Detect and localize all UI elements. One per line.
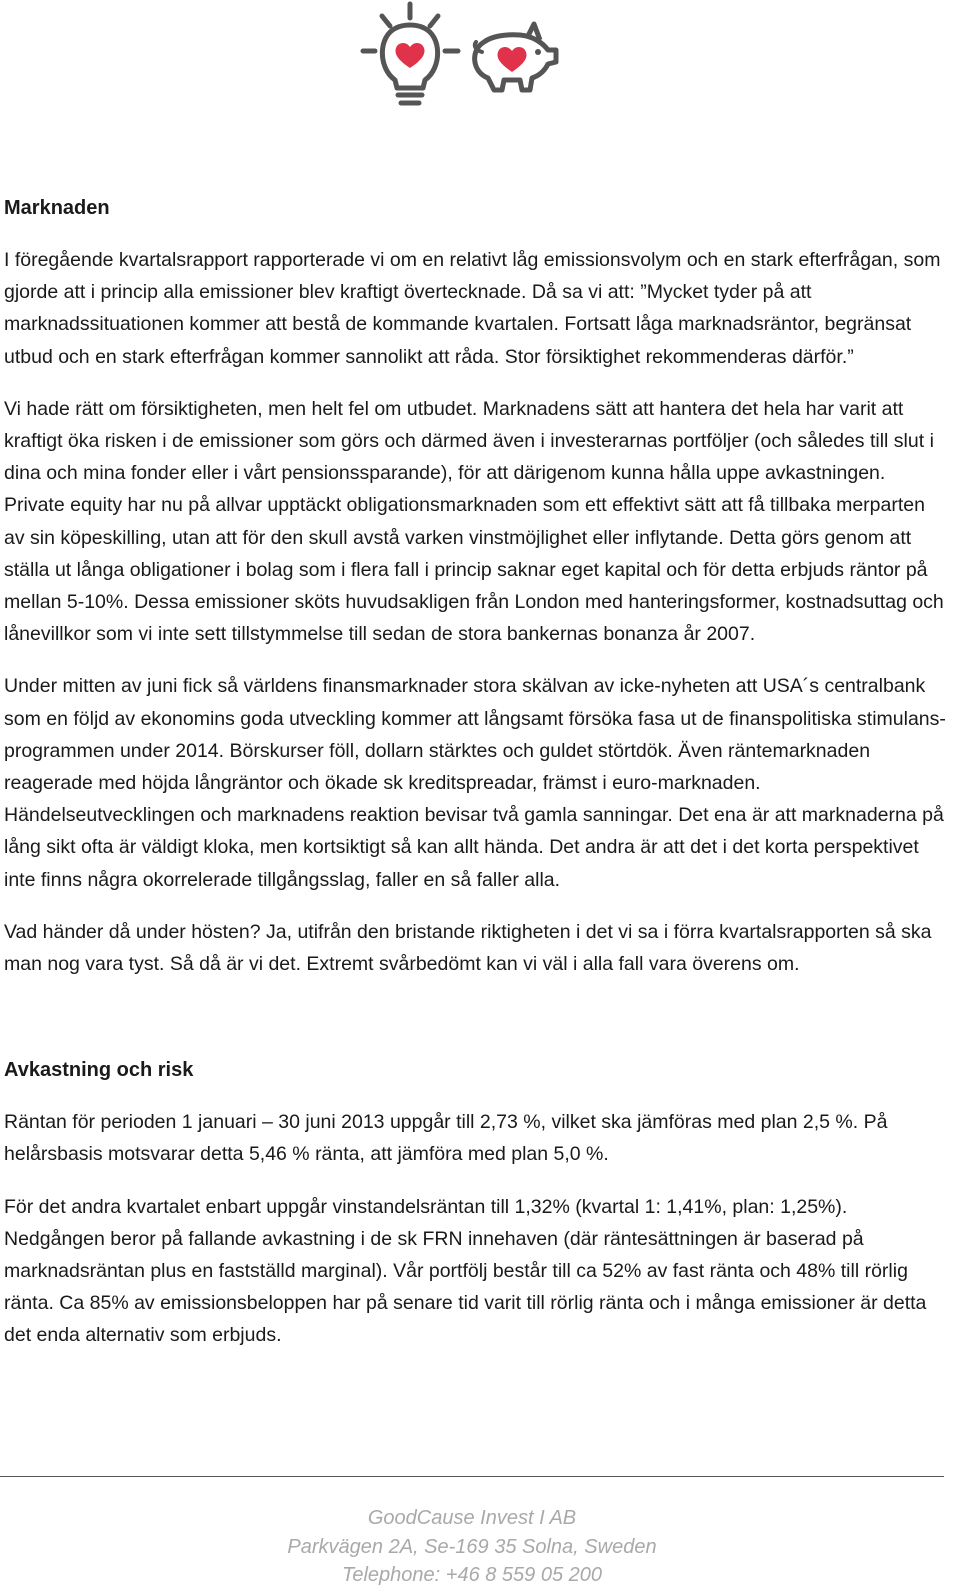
footer-address: Parkvägen 2A, Se-169 35 Solna, Sweden (287, 1535, 657, 1558)
paragraph: I föregående kvartalsrapport rapporterade vi om en relativt låg emissionsvolym och en stark efterfrågan, som gjorde att i princip alla emissioner blev kraftigt övertecknade. Då sa vi att: ”Mycket tyder på att marknadssituationen kommer att bestå de kommande kvartalen. Fortsatt låga marknadsräntor, begränsat utbud och en stark efterfrågan kommer sannolikt att råda. Stor försiktighet rekommenderas därför.” (4, 249, 941, 368)
paragraph: Vad händer då under hösten? Ja, utifrån den bristande riktigheten i det vi sa i förra kvartalsrapporten så ska man nog vara tyst. Så då är vi det. Extremt svårbedömt kan vi väl i alla fall vara överens om. (4, 920, 932, 976)
footer-telephone: Telephone: +46 8 559 05 200 (341, 1564, 603, 1586)
section-heading: Marknaden (4, 197, 110, 219)
paragraph: Under mitten av juni fick så världens finansmarknader stora skälvan av icke-nyheten att USA´s centralbank som en följd av ekonomins goda utveckling kommer att långsamt försöka fasa ut de finanspolitiska stimulans-programmen under 2014. Börskurser föll, dollarn stärktes och guldet störtdök. Även räntemarknaden reagerade med höjda långräntor och ökade sk kreditspreadar, främst i euro-marknaden. Händelseutvecklingen och marknadens reaktion bevisar två gamla sanningar. Det ena är att marknaderna på lång sikt ofta är väldigt kloka, men kortsiktigt så kan allt hända. Det andra är att det i det korta perspektivet inte finns några okorrelerade tillgångsslag, faller en så faller alla. (4, 675, 946, 891)
document-body (4, 192, 948, 1352)
footer-divider (0, 1476, 944, 1477)
section-avkastning-och-risk (4, 1054, 948, 1351)
lightbulb-heart-icon (363, 4, 458, 103)
section-heading: Avkastning och risk (4, 1059, 194, 1082)
section-marknaden (4, 192, 948, 980)
paragraph: För det andra kvartalet enbart uppgår vinstandelsräntan till 1,32% (kvartal 1: 1,41%, plan: 1,25%). Nedgången beror på fallande avkastning i de sk FRN innehaven (där räntesättningen är baserad på marknadsräntan plus en fastställd marginal). Vår portfölj består till ca 52% av fast ränta och 48% till rörlig ränta. Ca 85% av emissionsbeloppen har på senare tid varit till rörlig ränta och i många emissioner är detta det enda alternativ som erbjuds. (4, 1195, 927, 1347)
paragraph: Vi hade rätt om försiktigheten, men helt fel om utbudet. Marknadens sätt att hantera det hela har varit att kraftigt öka risken i de emissioner som görs och därmed även i investerarnas portföljer (och således till slut i dina och mina fonder eller i vårt pensionssparande), för att därigenom kunna hålla uppe avkastningen. Private equity har nu på allvar upptäckt obligationsmarknaden som ett effektivt sätt att få tillbaka merparten av sin köpeskilling, utan att för den skull avstå varken vinstmöjlighet eller inflytande. Detta görs genom att ställa ut långa obligationer i bolag som i flera fall i princip saknar eget kapital och för detta erbjuds räntor på mellan 5-10%. Dessa emissioner sköts huvudsakligen från London med hanteringsformer, kostnadsuttag och lånevillkor som vi inte sett tillstymmelse till sedan de stora bankernas bonanza år 2007. (4, 397, 944, 646)
company-logo (360, 0, 590, 115)
paragraph: Räntan för perioden 1 januari – 30 juni 2013 uppgår till 2,73 %, vilket ska jämföras med plan 2,5 %. På helårsbasis motsvarar detta 5,46 % ränta, att jämföra med plan 5,0 %. (4, 1111, 888, 1166)
piggybank-heart-icon (475, 24, 556, 90)
page-footer (0, 1504, 944, 1590)
footer-company: GoodCause Invest I AB (367, 1507, 577, 1529)
